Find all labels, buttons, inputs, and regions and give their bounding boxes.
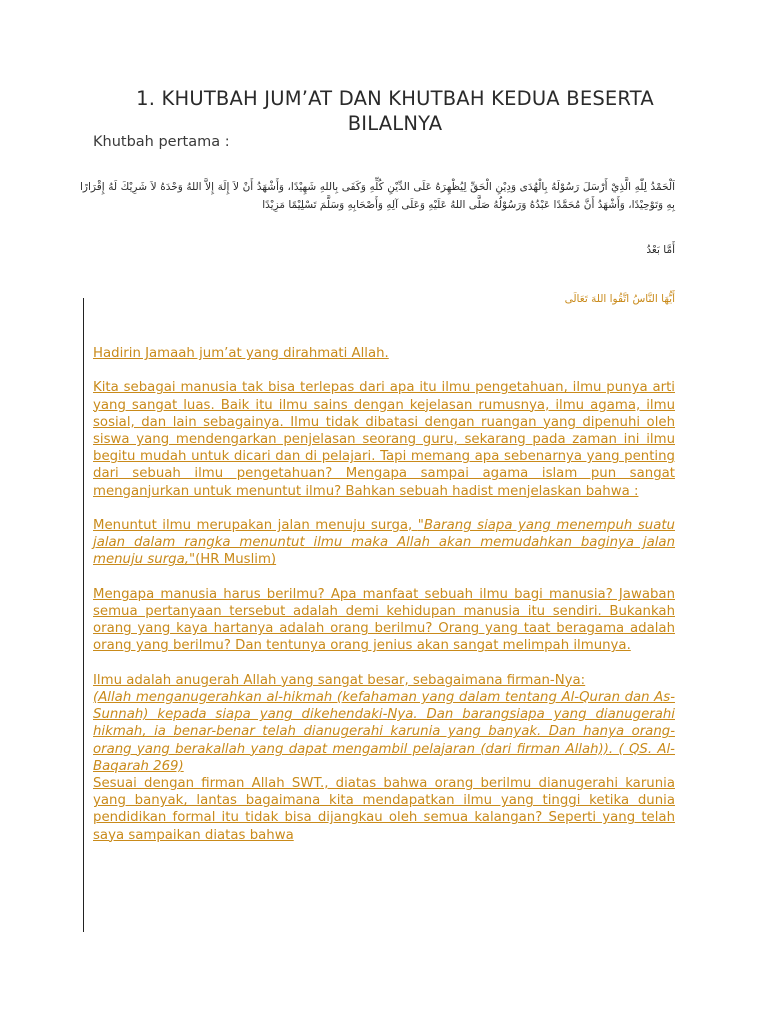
khutbah-body bbox=[93, 345, 675, 844]
hadith-reference: (HR Muslim) bbox=[195, 552, 277, 568]
paragraph-hadith bbox=[93, 517, 675, 569]
paragraph-greeting: Hadirin Jamaah jum’at yang dirahmati Allah. bbox=[93, 346, 389, 361]
arabic-opening-text: اَلْحَمْدُ لِلّٰهِ الَّذِيْ أَرْسَلَ رَسُوْلَهُ بِالْهُدَى وَدِيْنِ الْحَقِّ لِيُظْهِرَهُ عَلَى الدِّيْنِ كُلِّهِ وَكَفَى بِاللهِ شَهِيْدًا، وَأَشْهَدُ أَنْ لاَ إِلَهَ إِلاَّ اللهُ وَحْدَهُ لاَ شَرِيْكَ لَهُ إِقْرَارًا بِهِ وَتَوْحِيْدًا، وَأَشْهَدُ أَنَّ مُحَمَّدًا عَبْدُهُ وَرَسُوْلُهُ صَلَّى اللهُ عَلَيْهِ وَعَلَى آلِهِ وَأَصْحَابِهِ وَسَلَّمَ تَسْلِيْمًا مَزِيْدًا bbox=[80, 181, 675, 211]
section-subtitle: Khutbah pertama : bbox=[93, 134, 230, 150]
paragraph-verse-lead: Ilmu adalah anugerah Allah yang sangat besar, sebagaimana firman-Nya: bbox=[93, 672, 586, 688]
arabic-amma-bada: أَمَّا بَعْدُ bbox=[646, 244, 675, 256]
page-title: 1. KHUTBAH JUM’AT DAN KHUTBAH KEDUA BESERTA BILALNYA bbox=[136, 87, 654, 135]
paragraph-intro: Kita sebagai manusia tak bisa terlepas dari apa itu ilmu pengetahuan, ilmu punya arti yang sangat luas. Baik itu ilmu sains dengan kejelasan rumusnya, ilmu agama, ilmu sosial, dan lain sebagainya. Ilmu tidak dibatasi dengan ruangan yang dipenuhi oleh siswa yang mendengarkan penjelasan seorang guru, sekarang pada zaman ini ilmu begitu mudah untuk dicari dan di pelajari. Tapi memang apa sebenarnya yang penting dari sebuah ilmu pengetahuan? Mengapa sampai agama islam pun sangat menganjurkan untuk menuntut ilmu? Bahkan sebuah hadist menjelaskan bahwa : bbox=[93, 380, 675, 499]
vertical-rule bbox=[83, 298, 84, 932]
paragraph-verse-quote bbox=[93, 689, 675, 775]
hadith-quote: "Barang siapa yang menempuh suatu jalan dalam rangka menuntut ilmu maka Allah akan memudahkan baginya jalan menuju surga," bbox=[93, 518, 675, 568]
paragraph-why-knowledge: Mengapa manusia harus berilmu? Apa manfaat sebuah ilmu bagi manusia? Jawaban semua pertanyaan tersebut adalah demi kehidupan manusia itu sendiri. Bukankah orang yang kaya hartanya adalah orang berilmu? Orang yang taat beragama adalah orang yang berilmu? Dan tentunya orang jenius akan sangat melimpah ilmunya. bbox=[93, 586, 675, 654]
paragraph-conclusion: Sesuai dengan firman Allah SWT., diatas bahwa orang berilmu dianugerahi karunia yang banyak, lantas bagaimana kita mendapatkan ilmu yang tinggi ketika dunia pendidikan formal itu tidak bisa dijangkau oleh semua kalangan? Seperti yang telah saya sampaikan diatas bahwa bbox=[93, 776, 675, 843]
verse-quote: (Allah menganugerahkan al-hikmah (kefahaman yang dalam tentang Al-Quran dan As-Sunnah) kepada siapa yang dikehendaki-Nya. Dan barangsiapa yang dianugerahi hikmah, ia benar-benar telah dianugerahi karunia yang banyak. Dan hanya orang-orang yang berakallah yang dapat mengambil pelajaran (dari firman Allah)). ( QS. Al-Baqarah 269) bbox=[93, 690, 675, 774]
hadith-lead: Menuntut ilmu merupakan jalan menuju surga, bbox=[93, 518, 418, 533]
arabic-ayyuha-naas: أَيُّهَا النَّاسُ اتَّقُوا اللهَ تَعَالَى bbox=[564, 293, 675, 305]
